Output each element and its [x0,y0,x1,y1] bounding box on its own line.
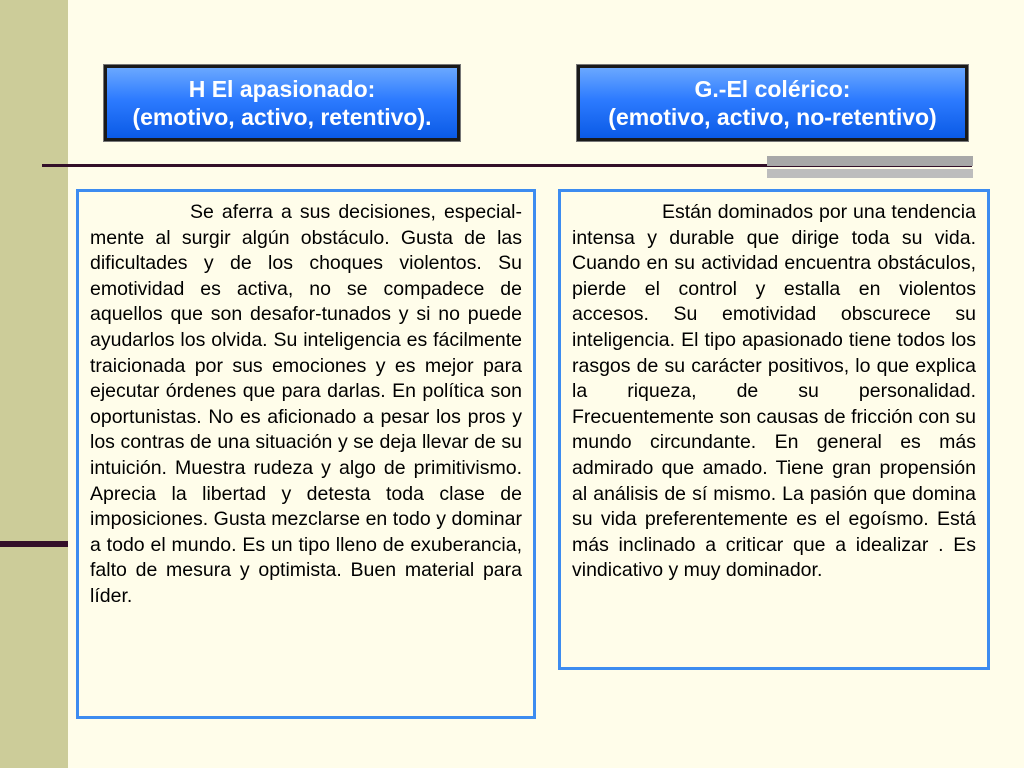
description-el-colerico [558,189,990,670]
body-text: Están dominados por una tendencia intensa y durable que dirige toda su vida. Cuando en su actividad encuentra obstáculos, pierde el control y estalla en violentos accesos. Su emotividad obscurece su inteligencia. El tipo apasionado tiene todos los rasgos de su carácter positivos, lo que explica la riqueza, de su personalidad. Frecuentemente son causas de fricción con su mundo circundante. En general es más admirado que amado. Tiene gran propensión al análisis de sí mismo. La pasión que domina su vida preferentemente es el egoísmo. Está más inclinado a criticar que a idealizar . Es vindicativo y muy dominador. [572,201,976,582]
title-el-colerico [577,65,968,141]
title-line-2: (emotivo, activo, no-retentivo) [608,104,937,130]
body-text: Se aferra a sus decisiones, especial-mente al surgir algún obstáculo. Gusta de las dificultades y de los choques violentos. Su emotividad es activa, no se compadece de aquellos que son desafor-tunados y si no puede ayudarlos los olvida. Su inteligencia es fácilmente traicionada por sus emociones y es mejor para ejecutar órdenes que para darlas. En política son oportunistas. No es aficionado a pesar los pros y los contras de una situación y se deja llevar de su intuición. Muestra rudeza y algo de primitivismo. Aprecia la libertad y detesta toda clase de imposiciones. Gusta mezclarse en todo y dominar a todo el mundo. Es un tipo lleno de exuberancia, falto de mesura y optimista. Buen material para líder. [90,201,522,607]
title-line-1: G.-El colérico: [694,76,851,102]
title-line-1: H El apasionado: [188,76,376,102]
title-el-apasionado [104,65,460,141]
description-el-apasionado [76,189,536,719]
decorative-grey-bars [767,156,973,178]
title-line-2: (emotivo, activo, retentivo). [132,104,432,130]
decorative-sidebar [0,0,68,768]
sidebar-accent-line [0,541,68,547]
